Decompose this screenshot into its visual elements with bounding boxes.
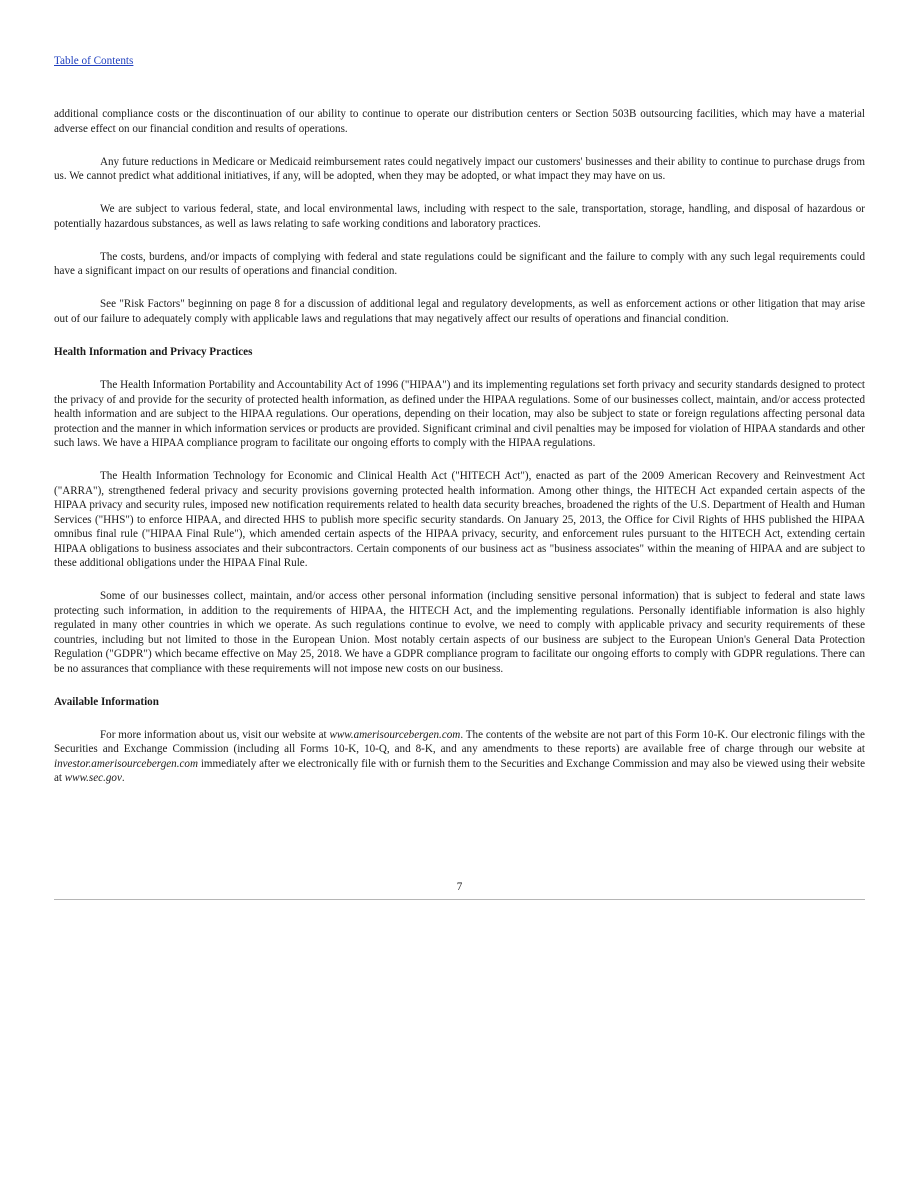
section-heading-available-information: Available Information bbox=[54, 695, 159, 708]
company-website-link: www.amerisourcebergen.com bbox=[329, 728, 461, 741]
paragraph-hitech: The Health Information Technology for Economic and Clinical Health Act ("HITECH Act"), enacted as part of the 2009 American Recovery and Reinvestment Act ("ARRA"), strengthened federal privacy and security provisions governing protected health information. Among other things, the HITECH Act expanded certain aspects of the HIPAA privacy and security rules, imposed new notification requirements related to health data security breaches, broadened the rights of the U.S. Department of Health and Human Services ("HHS") to enforce HIPAA, and directed HHS to publish more specific security standards. On January 25, 2013, the Office for Civil Rights of HHS published the HIPAA omnibus final rule ("HIPAA Final Rule"), which amended certain aspects of the HIPAA privacy, security, and enforcement rules pursuant to the HITECH Act, extending certain HIPAA obligations to business associates and their subcontractors. Certain components of our business act as "business associates" within the meaning of HIPAA and are subject to these additional obligations under the HIPAA Final Rule. bbox=[54, 470, 865, 570]
paragraph-gdpr: Some of our businesses collect, maintain, and/or access other personal information (including sensitive personal information) that is subject to federal and state laws protecting such information, in addition to the requirements of HIPAA, the HITECH Act, and the implementing regulations. Personally identifiable information is also highly regulated in many other countries in which we operate. As such regulations continue to evolve, we need to comply with applicable privacy and security requirements of these countries, including but not limited to those in the European Union. Most notably certain aspects of our business are subject to the European Union's General Data Protection Regulation ("GDPR") which became effective on May 25, 2018. We have a GDPR compliance program to facilitate our ongoing efforts to comply with GDPR regulations. There can be no assurances that compliance with these requirements will not impose new costs on our business. bbox=[54, 590, 865, 675]
sec-website-link: www.sec.gov bbox=[64, 772, 122, 785]
available-text-1: For more information about us, visit our website at bbox=[100, 728, 330, 741]
paragraph-hipaa: The Health Information Portability and Accountability Act of 1996 ("HIPAA") and its implementing regulations set forth privacy and security standards designed to protect the privacy of and provide for the security of protected health information, as defined under the HIPAA regulations. Some of our businesses collect, maintain, and/or access protected health information and are subject to the HIPAA regulations. Our operations, depending on their location, may also be subject to state or foreign regulations affecting personal data protection and the manner in which information services or products are provided. Significant criminal and civil penalties may be imposed for violation of HIPAA standards and other such laws. We have a HIPAA compliance program to facilitate our ongoing efforts to comply with the HIPAA regulations. bbox=[54, 379, 865, 450]
paragraph-environmental-laws: We are subject to various federal, state, and local environmental laws, including with respect to the sale, transportation, storage, handling, and disposal of hazardous or potentially hazardous substances, as well as laws relating to safe working conditions and laboratory practices. bbox=[54, 203, 865, 230]
paragraph-available-information bbox=[54, 728, 865, 786]
table-of-contents-link[interactable]: Table of Contents bbox=[54, 55, 134, 67]
footer-divider bbox=[54, 899, 865, 900]
paragraph-compliance-impact: The costs, burdens, and/or impacts of complying with federal and state regulations could be significant and the failure to comply with any such legal requirements could have a significant impact on our results of operations and financial condition. bbox=[54, 250, 865, 278]
available-text-4: . bbox=[121, 772, 125, 785]
available-text-2: . The contents of the website are not part of this Form 10-K. Our electronic filings with the Securities and Exchange Commission (including all Forms 10-K, 10-Q, and 8-K, and any amendments to these reports) are available free of charge through our website at bbox=[54, 728, 865, 756]
available-text-3: immediately after we electronically file with or furnish them to the Securities and Exchange Commission and may also be viewed using their website at bbox=[54, 757, 865, 785]
section-heading-health-privacy: Health Information and Privacy Practices bbox=[54, 345, 253, 358]
paragraph-risk-factors: See "Risk Factors" beginning on page 8 for a discussion of additional legal and regulatory developments, as well as enforcement actions or other litigation that may arise out of our failure to adequately comply with applicable laws and regulations that may negatively affect our results of operations and financial condition. bbox=[54, 298, 865, 325]
paragraph-medicare-reimbursement: Any future reductions in Medicare or Medicaid reimbursement rates could negatively impact our customers' businesses and their ability to continue to purchase drugs from us. We cannot predict what additional initiatives, if any, will be adopted, when they may be adopted, or what impact they may have on us. bbox=[54, 155, 865, 183]
paragraph-compliance-costs: additional compliance costs or the discontinuation of our ability to continue to operate our distribution centers or Section 503B outsourcing facilities, which may have a material adverse effect on our financial condition and results of operations. bbox=[54, 108, 865, 135]
page-number: 7 bbox=[456, 881, 463, 893]
investor-website-link: investor.amerisourcebergen.com bbox=[54, 757, 198, 770]
document-body bbox=[54, 107, 865, 805]
